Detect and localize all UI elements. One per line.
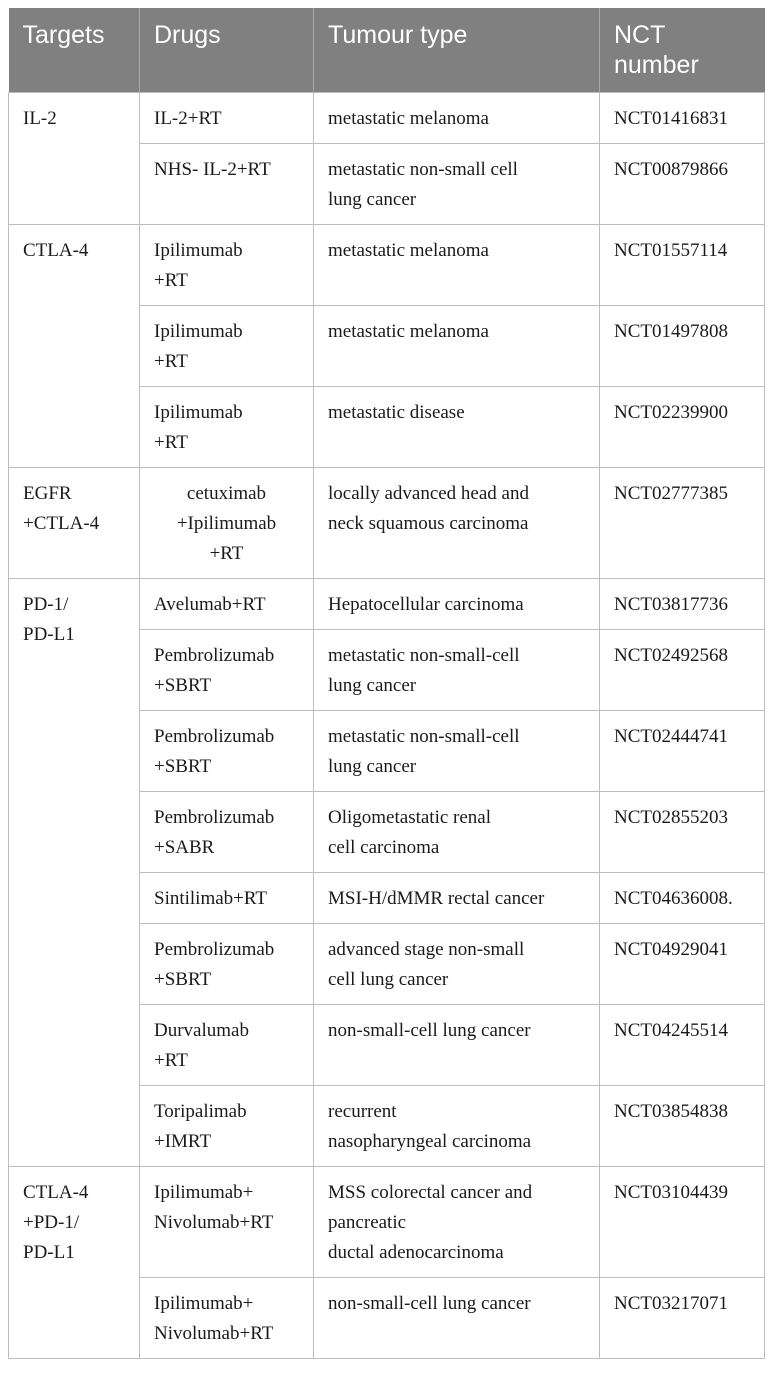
table-row [9,579,765,630]
tumour-cell: Hepatocellular carcinoma [314,579,600,630]
nct-cell: NCT04245514 [600,1005,765,1086]
tumour-cell: metastatic melanoma [314,306,600,387]
nct-cell: NCT01416831 [600,93,765,144]
target-cell: CTLA-4 [9,225,140,468]
table-row [9,225,765,306]
drug-cell: Ipilimumab +RT [140,225,314,306]
drug-cell: NHS- IL-2+RT [140,144,314,225]
drug-cell: Pembrolizumab +SBRT [140,924,314,1005]
drug-cell: Ipilimumab +RT [140,387,314,468]
tumour-cell: non-small-cell lung cancer [314,1005,600,1086]
drug-cell: Pembrolizumab +SBRT [140,630,314,711]
trial-table-container [8,8,764,1359]
target-cell: EGFR +CTLA-4 [9,468,140,579]
drug-cell: Pembrolizumab +SABR [140,792,314,873]
nct-cell: NCT02239900 [600,387,765,468]
nct-cell: NCT03217071 [600,1278,765,1359]
drug-cell: Ipilimumab+ Nivolumab+RT [140,1167,314,1278]
table-row [9,1167,765,1278]
tumour-cell: metastatic melanoma [314,93,600,144]
tumour-cell: Oligometastatic renal cell carcinoma [314,792,600,873]
drug-cell: Avelumab+RT [140,579,314,630]
nct-cell: NCT03817736 [600,579,765,630]
tumour-cell: locally advanced head and neck squamous carcinoma [314,468,600,579]
tumour-cell: MSS colorectal cancer and pancreatic ductal adenocarcinoma [314,1167,600,1278]
nct-cell: NCT01497808 [600,306,765,387]
tumour-cell: MSI-H/dMMR rectal cancer [314,873,600,924]
tumour-cell: metastatic non-small-cell lung cancer [314,630,600,711]
clinical-trials-table [8,8,765,1359]
nct-cell: NCT03854838 [600,1086,765,1167]
drug-cell: Ipilimumab+ Nivolumab+RT [140,1278,314,1359]
tumour-cell: metastatic disease [314,387,600,468]
header-targets: Targets [9,8,140,93]
table-row [9,93,765,144]
tumour-cell: advanced stage non-small cell lung cancer [314,924,600,1005]
drug-cell: Durvalumab +RT [140,1005,314,1086]
target-cell: CTLA-4 +PD-1/ PD-L1 [9,1167,140,1359]
tumour-cell: metastatic non-small cell lung cancer [314,144,600,225]
drug-cell: Ipilimumab +RT [140,306,314,387]
drug-cell: IL-2+RT [140,93,314,144]
nct-cell: NCT03104439 [600,1167,765,1278]
drug-cell: Pembrolizumab +SBRT [140,711,314,792]
drug-cell: cetuximab +Ipilimumab +RT [140,468,314,579]
header-row [9,8,765,93]
header-drugs: Drugs [140,8,314,93]
nct-cell: NCT01557114 [600,225,765,306]
tumour-cell: metastatic non-small-cell lung cancer [314,711,600,792]
tumour-cell: recurrent nasopharyngeal carcinoma [314,1086,600,1167]
nct-cell: NCT00879866 [600,144,765,225]
target-cell: PD-1/ PD-L1 [9,579,140,1167]
tumour-cell: metastatic melanoma [314,225,600,306]
nct-cell: NCT02777385 [600,468,765,579]
header-nct-number: NCT number [600,8,765,93]
table-row [9,468,765,579]
target-cell: IL-2 [9,93,140,225]
nct-cell: NCT02444741 [600,711,765,792]
nct-cell: NCT04929041 [600,924,765,1005]
drug-cell: Sintilimab+RT [140,873,314,924]
drug-cell: Toripalimab +IMRT [140,1086,314,1167]
tumour-cell: non-small-cell lung cancer [314,1278,600,1359]
nct-cell: NCT04636008. [600,873,765,924]
header-tumour-type: Tumour type [314,8,600,93]
nct-cell: NCT02855203 [600,792,765,873]
nct-cell: NCT02492568 [600,630,765,711]
